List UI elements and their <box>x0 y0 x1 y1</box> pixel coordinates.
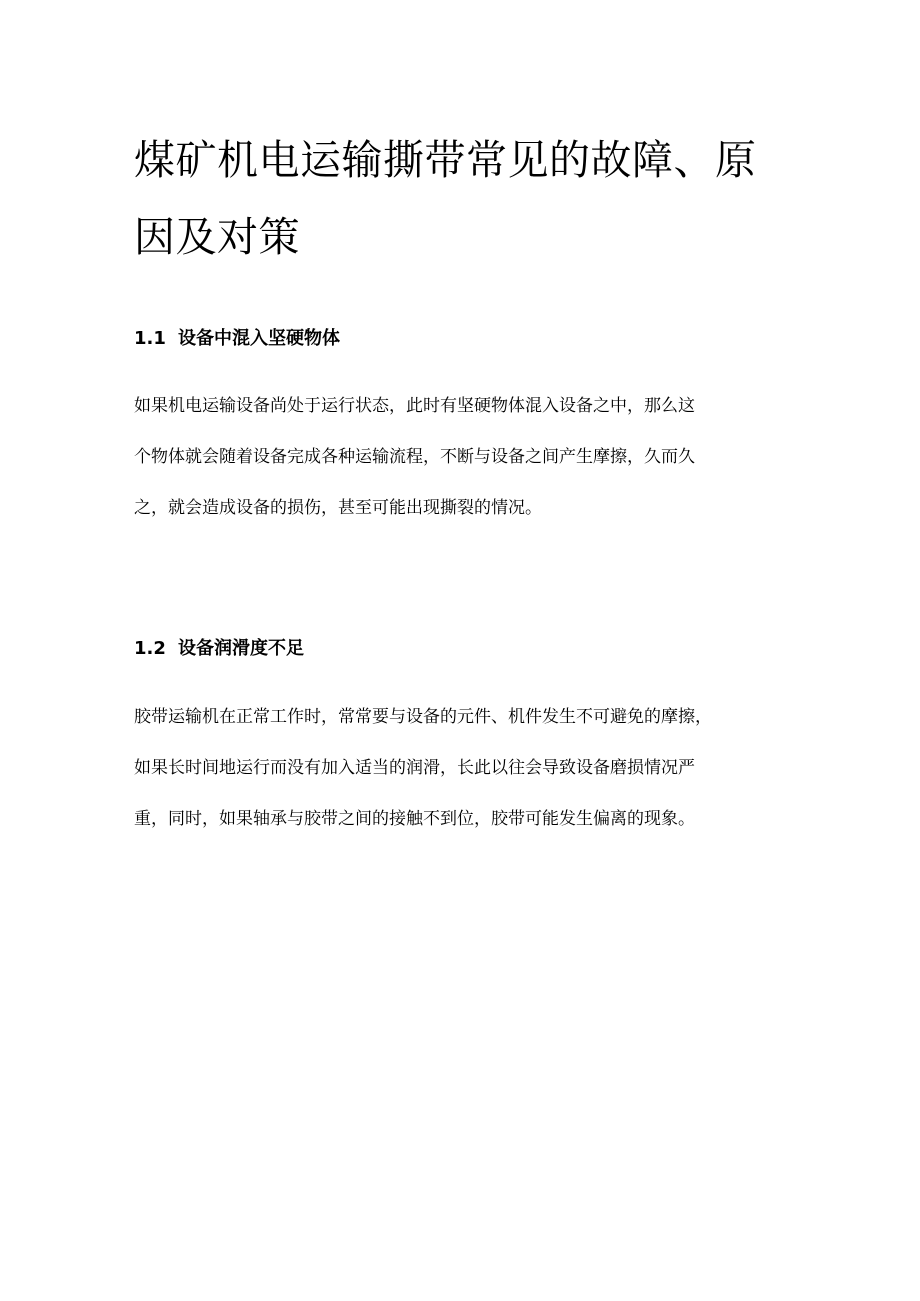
title-line: 因及对策 <box>134 213 300 261</box>
paragraph-line: 如果机电运输设备尚处于运行状态，此时有坚硬物体混入设备之中，那么这 <box>134 396 695 416</box>
paragraph-line: 如果长时间地运行而没有加入适当的润滑，长此以往会导致设备磨损情况严 <box>134 758 695 778</box>
paragraph-line: 重，同时，如果轴承与胶带之间的接触不到位，胶带可能发生偏离的现象。 <box>134 809 695 829</box>
section-number: 1.1 <box>134 328 166 349</box>
section-paragraph-1-1 <box>134 381 814 534</box>
section-heading-1-2 <box>134 637 304 661</box>
paragraph-line: 之，就会造成设备的损伤，甚至可能出现撕裂的情况。 <box>134 498 542 518</box>
title-line: 煤矿机电运输撕带常见的故障、原 <box>134 136 757 184</box>
section-paragraph-1-2 <box>134 692 814 845</box>
section-heading-text: 设备中混入坚硬物体 <box>178 328 340 349</box>
section-heading-1-1 <box>134 327 340 351</box>
section-heading-text: 设备润滑度不足 <box>178 638 304 659</box>
paragraph-line: 胶带运输机在正常工作时，常常要与设备的元件、机件发生不可避免的摩擦， <box>134 707 712 727</box>
section-number: 1.2 <box>134 638 166 659</box>
paragraph-line: 个物体就会随着设备完成各种运输流程，不断与设备之间产生摩擦，久而久 <box>134 447 695 467</box>
document-title <box>134 122 794 276</box>
